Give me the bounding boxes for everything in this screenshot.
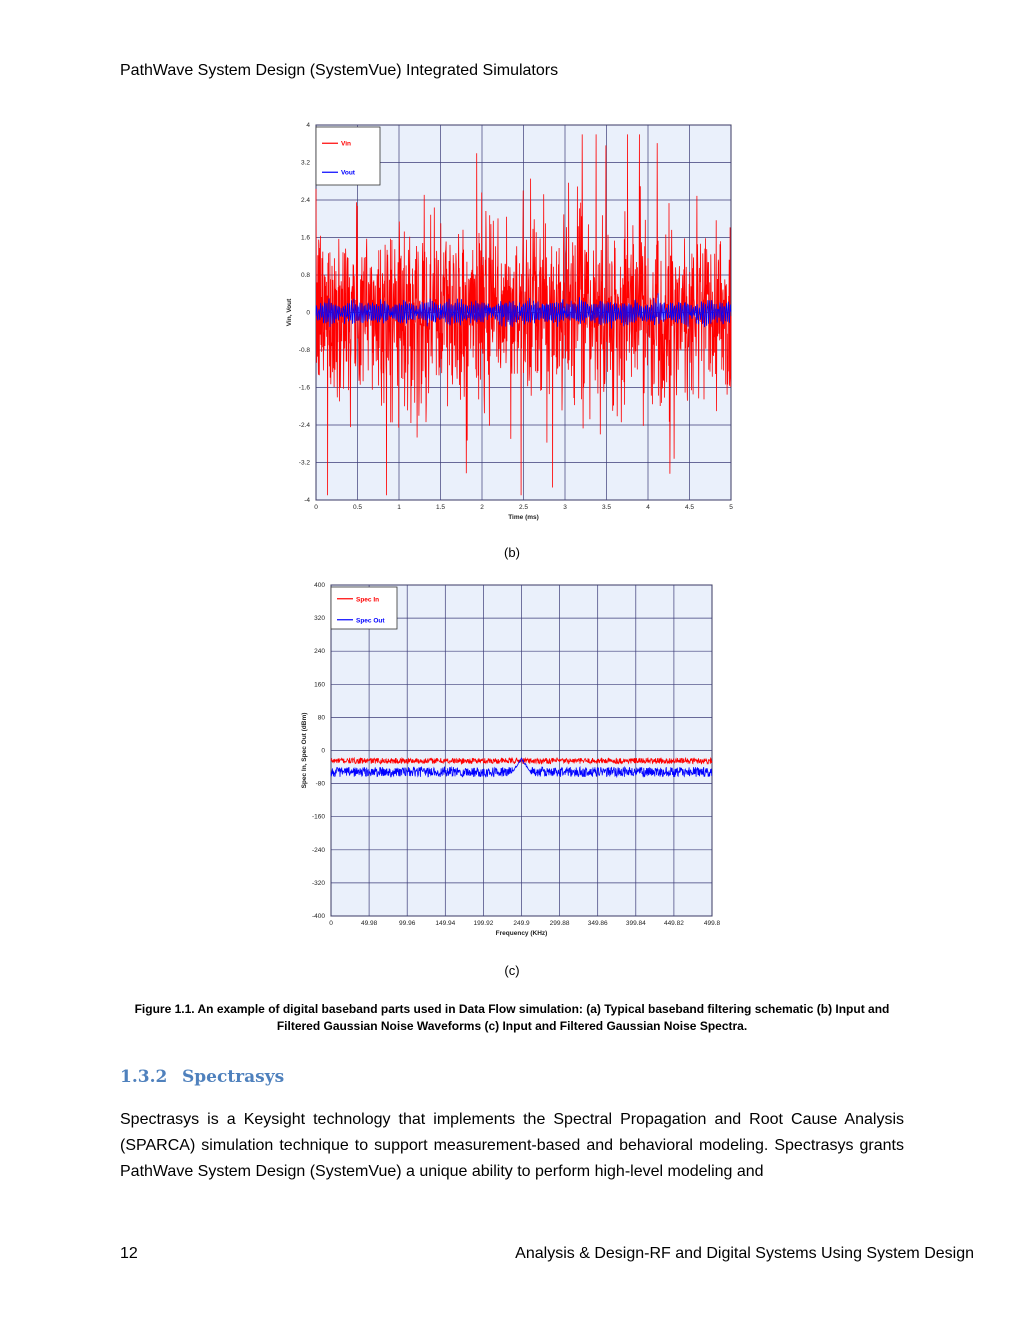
x-tick-label: 99.96 <box>399 920 416 927</box>
section-heading <box>120 1067 284 1087</box>
x-tick-label: 299.88 <box>549 920 570 927</box>
y-tick-label: -1.6 <box>298 384 310 392</box>
y-tick-label: -320 <box>311 879 325 887</box>
y-tick-label: -80 <box>315 780 325 788</box>
y-tick-label: 400 <box>314 582 325 589</box>
x-tick-label: 3 <box>563 504 567 511</box>
subcaption-b: (b) <box>504 545 520 560</box>
running-header: PathWave System Design (SystemVue) Integrated Simulators <box>120 62 559 79</box>
y-tick-label: -4 <box>304 497 310 504</box>
x-tick-label: 2 <box>480 504 484 511</box>
x-tick-label: 1 <box>397 504 401 511</box>
y-tick-label: 80 <box>317 714 325 722</box>
x-tick-label: 0 <box>314 504 318 511</box>
x-tick-label: 349.86 <box>587 920 608 927</box>
x-axis-label: Frequency (KHz) <box>495 930 548 937</box>
legend-label: Vin <box>341 140 351 148</box>
y-tick-label: -160 <box>311 813 325 821</box>
x-tick-label: 49.98 <box>360 920 378 927</box>
figure-caption: Figure 1.1. An example of digital baseband parts used in Data Flow simulation: (a) Typical baseband filtering schematic (b) Input and Filtered Gaussian Noise Waveforms (c) Input and Filtered Gaussian Noise Spectra. <box>134 1002 890 1033</box>
legend <box>331 587 397 629</box>
y-tick-label: -3.2 <box>298 459 310 467</box>
x-tick-label: 0 <box>329 920 333 927</box>
y-tick-label: -240 <box>311 846 325 854</box>
y-tick-label: 4 <box>306 122 310 129</box>
y-tick-label: 320 <box>314 615 325 623</box>
x-tick-label: 5 <box>729 504 733 511</box>
y-axis-label: Vin, Vout <box>286 298 293 327</box>
y-tick-label: 3.2 <box>300 159 310 167</box>
chart-time-waveforms <box>283 115 743 530</box>
x-tick-label: 499.8 <box>703 920 721 927</box>
x-tick-label: 149.94 <box>435 920 456 927</box>
legend <box>316 127 380 185</box>
y-tick-label: 0.8 <box>300 272 310 279</box>
x-tick-label: 449.82 <box>663 920 684 927</box>
footer-book-title: Analysis & Design-RF and Digital Systems Using System Design <box>515 1245 974 1262</box>
legend-label: Spec Out <box>356 617 385 625</box>
x-tick-label: 3.5 <box>601 504 612 511</box>
page-number: 12 <box>120 1245 138 1262</box>
y-tick-label: -0.8 <box>298 347 310 354</box>
x-tick-label: 4.5 <box>684 504 695 511</box>
y-tick-label: -400 <box>311 913 325 920</box>
x-tick-label: 399.84 <box>625 920 646 927</box>
y-tick-label: 2.4 <box>300 197 310 204</box>
y-tick-label: 0 <box>306 309 310 317</box>
x-tick-label: 0.5 <box>352 504 363 511</box>
y-axis-label: Spec In, Spec Out (dBm) <box>301 712 308 789</box>
y-tick-label: 0 <box>321 747 325 755</box>
y-tick-label: -2.4 <box>298 422 310 429</box>
x-tick-label: 199.92 <box>473 920 494 927</box>
y-tick-label: 1.6 <box>300 234 310 242</box>
y-tick-label: 240 <box>314 648 325 656</box>
body-paragraph: Spectrasys is a Keysight technology that implements the Spectral Propagation and Root Cause Analysis (SPARCA) simulation technique to support measurement-based and behavioral modeling. Spectrasys grants PathWave System Design (SystemVue) a unique ability to perform high-level modeling and <box>120 1111 904 1180</box>
x-tick-label: 249.9 <box>513 920 530 927</box>
legend-label: Spec In <box>356 596 380 604</box>
x-axis-label: Time (ms) <box>508 514 539 521</box>
section-number: 1.3.2 <box>120 1067 168 1087</box>
y-tick-label: 160 <box>314 681 325 689</box>
subcaption-c: (c) <box>504 963 520 978</box>
x-tick-label: 4 <box>646 504 650 511</box>
x-tick-label: 1.5 <box>435 504 446 511</box>
chart-spectra <box>298 575 728 945</box>
x-tick-label: 2.5 <box>518 504 529 511</box>
legend-label: Vout <box>341 169 355 177</box>
section-title: Spectrasys <box>182 1067 285 1087</box>
